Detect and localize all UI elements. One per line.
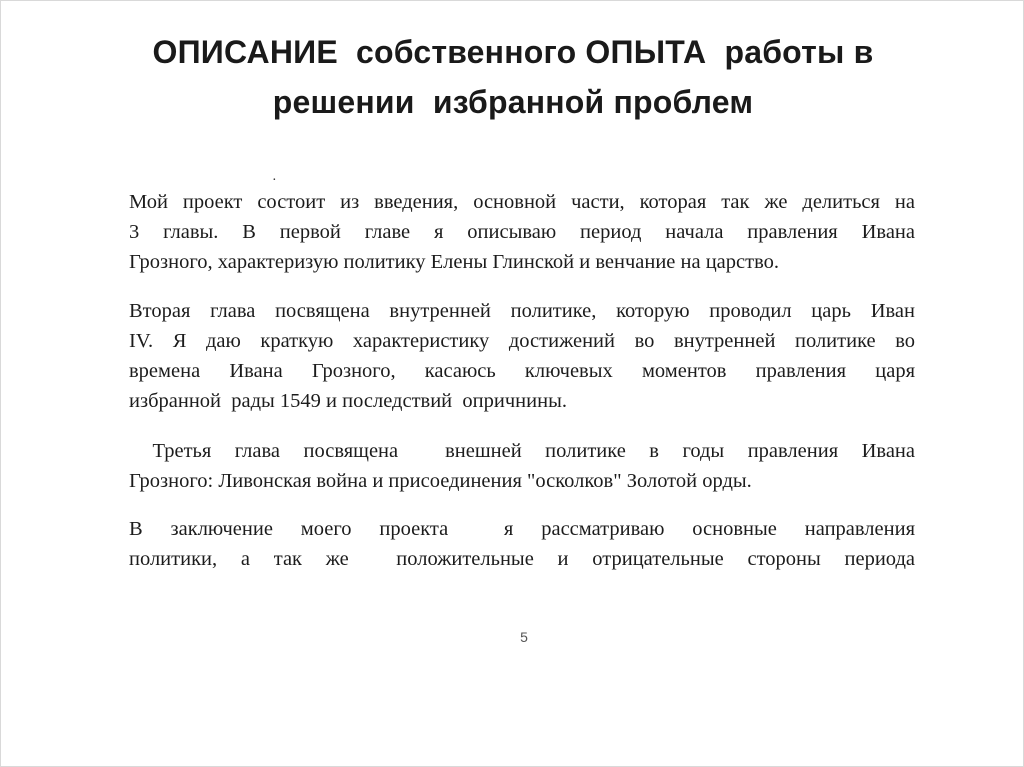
scanned-document — [119, 173, 929, 657]
paragraph-line: В заключение моего проекта я рассматриваю основные направления — [129, 518, 915, 540]
paragraph-line: IV. Я даю краткую характеристику достижений во внутренней политике во — [129, 330, 915, 352]
slide-title — [61, 27, 965, 127]
paragraph-conclusion — [129, 514, 915, 574]
paragraph-chapter-three — [129, 436, 915, 496]
paragraph-line: Третья глава посвящена внешней политике в годы правления Ивана — [129, 440, 915, 462]
paragraph-line: Вторая глава посвящена внутренней политике, которую проводил царь Иван — [129, 300, 915, 322]
title-line-1: ОПИСАНИЕ собственного ОПЫТА работы в — [152, 34, 874, 70]
title-line-2: решении избранной проблем — [272, 84, 754, 120]
paragraph-line: Мой проект состоит из введения, основной части, которая так же делиться на — [129, 191, 915, 213]
paragraph-line: политики, а так же положительные и отрицательные стороны периода — [129, 548, 915, 570]
paragraph-line: Грозного: Ливонская война и присоединения "осколков" Золотой орды. — [129, 470, 752, 492]
paragraph-line: Грозного, характеризую политику Елены Глинской и венчание на царство. — [129, 251, 780, 273]
paragraph-chapter-two — [129, 296, 915, 416]
page-number: 5 — [520, 629, 528, 645]
paragraph-line: времена Ивана Грозного, касаюсь ключевых моментов правления царя — [129, 360, 915, 382]
paragraph-line: избранной рады 1549 и последствий опричнины. — [129, 390, 567, 412]
paragraph-introduction — [129, 187, 915, 277]
paragraph-line: 3 главы. В первой главе я описываю период начала правления Ивана — [129, 221, 915, 243]
stray-mark: · — [272, 173, 277, 188]
